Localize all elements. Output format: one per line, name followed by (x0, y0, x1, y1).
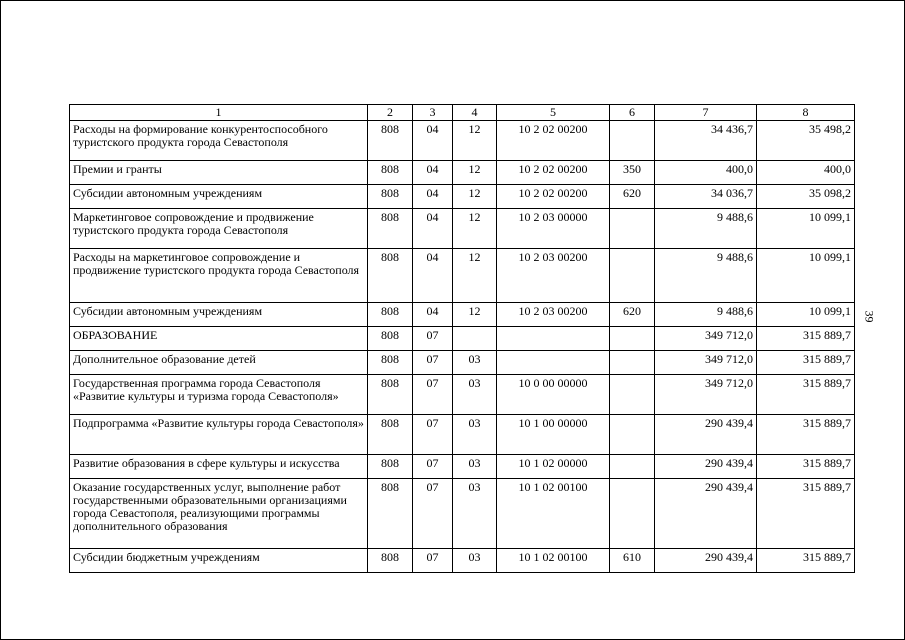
row-name-cell: Дополнительное образование детей (70, 351, 368, 375)
row-type-cell (610, 249, 655, 303)
row-section-cell: 07 (413, 351, 453, 375)
row-amount-2-cell: 10 099,1 (757, 303, 855, 327)
table-row (70, 161, 855, 185)
row-amount-2-cell: 10 099,1 (757, 209, 855, 249)
row-type-cell: 610 (610, 549, 655, 573)
row-target-cell (497, 351, 610, 375)
row-code-cell: 808 (368, 455, 413, 479)
row-section-cell: 04 (413, 121, 453, 161)
row-name-cell: Оказание государственных услуг, выполнение работ государственными образовательными организациями города Севастополя, реализующими программы дополнительного образования (70, 479, 368, 549)
table-row (70, 415, 855, 455)
row-name-cell: ОБРАЗОВАНИЕ (70, 327, 368, 351)
row-section-cell: 04 (413, 161, 453, 185)
row-amount-2-cell: 315 889,7 (757, 455, 855, 479)
row-amount-1-cell: 349 712,0 (655, 375, 757, 415)
row-amount-1-cell: 290 439,4 (655, 415, 757, 455)
row-amount-2-cell: 35 498,2 (757, 121, 855, 161)
row-subsection-cell: 03 (453, 549, 497, 573)
row-amount-2-cell: 315 889,7 (757, 375, 855, 415)
budget-table (69, 104, 855, 573)
table-row (70, 327, 855, 351)
row-subsection-cell: 03 (453, 351, 497, 375)
row-code-cell: 808 (368, 303, 413, 327)
row-code-cell: 808 (368, 209, 413, 249)
table-header-row (70, 105, 855, 121)
row-target-cell: 10 2 03 00200 (497, 249, 610, 303)
table-body (70, 121, 855, 573)
row-code-cell: 808 (368, 185, 413, 209)
row-subsection-cell: 12 (453, 161, 497, 185)
row-amount-1-cell: 290 439,4 (655, 549, 757, 573)
header-cell: 7 (655, 105, 757, 121)
table-row (70, 303, 855, 327)
row-amount-2-cell: 315 889,7 (757, 415, 855, 455)
row-amount-1-cell: 290 439,4 (655, 455, 757, 479)
row-target-cell: 10 2 02 00200 (497, 121, 610, 161)
header-cell: 1 (70, 105, 368, 121)
row-subsection-cell (453, 327, 497, 351)
table-row (70, 455, 855, 479)
page-number: 39 (862, 310, 877, 323)
row-target-cell: 10 1 02 00000 (497, 455, 610, 479)
row-name-cell: Премии и гранты (70, 161, 368, 185)
row-code-cell: 808 (368, 375, 413, 415)
row-subsection-cell: 03 (453, 455, 497, 479)
row-type-cell (610, 375, 655, 415)
row-target-cell: 10 1 00 00000 (497, 415, 610, 455)
row-amount-2-cell: 315 889,7 (757, 549, 855, 573)
row-target-cell: 10 2 02 00200 (497, 185, 610, 209)
row-type-cell (610, 121, 655, 161)
row-subsection-cell: 12 (453, 303, 497, 327)
row-section-cell: 07 (413, 327, 453, 351)
row-type-cell (610, 351, 655, 375)
row-name-cell: Государственная программа города Севастополя «Развитие культуры и туризма города Севастополя» (70, 375, 368, 415)
header-cell: 8 (757, 105, 855, 121)
row-name-cell: Субсидии бюджетным учреждениям (70, 549, 368, 573)
header-cell: 3 (413, 105, 453, 121)
row-amount-2-cell: 10 099,1 (757, 249, 855, 303)
row-section-cell: 04 (413, 249, 453, 303)
table-row (70, 121, 855, 161)
row-name-cell: Субсидии автономным учреждениям (70, 185, 368, 209)
row-type-cell: 620 (610, 185, 655, 209)
row-type-cell (610, 415, 655, 455)
header-cell: 2 (368, 105, 413, 121)
row-target-cell: 10 1 02 00100 (497, 549, 610, 573)
table-row (70, 185, 855, 209)
row-amount-1-cell: 9 488,6 (655, 209, 757, 249)
row-amount-1-cell: 9 488,6 (655, 303, 757, 327)
row-target-cell: 10 2 03 00000 (497, 209, 610, 249)
row-subsection-cell: 12 (453, 209, 497, 249)
row-amount-1-cell: 34 036,7 (655, 185, 757, 209)
row-code-cell: 808 (368, 121, 413, 161)
row-section-cell: 04 (413, 185, 453, 209)
row-name-cell: Маркетинговое сопровождение и продвижение туристского продукта города Севастополя (70, 209, 368, 249)
row-name-cell: Развитие образования в сфере культуры и искусства (70, 455, 368, 479)
row-section-cell: 07 (413, 415, 453, 455)
row-code-cell: 808 (368, 351, 413, 375)
row-amount-1-cell: 349 712,0 (655, 327, 757, 351)
row-type-cell (610, 455, 655, 479)
row-subsection-cell: 03 (453, 479, 497, 549)
row-section-cell: 04 (413, 209, 453, 249)
row-amount-1-cell: 9 488,6 (655, 249, 757, 303)
row-amount-2-cell: 315 889,7 (757, 479, 855, 549)
row-section-cell: 07 (413, 479, 453, 549)
table-row (70, 209, 855, 249)
row-section-cell: 07 (413, 375, 453, 415)
row-target-cell: 10 2 02 00200 (497, 161, 610, 185)
table-row (70, 249, 855, 303)
row-code-cell: 808 (368, 161, 413, 185)
row-target-cell: 10 0 00 00000 (497, 375, 610, 415)
row-amount-1-cell: 290 439,4 (655, 479, 757, 549)
header-cell: 4 (453, 105, 497, 121)
table-row (70, 375, 855, 415)
row-code-cell: 808 (368, 479, 413, 549)
row-type-cell: 350 (610, 161, 655, 185)
header-cell: 6 (610, 105, 655, 121)
row-section-cell: 07 (413, 549, 453, 573)
row-amount-2-cell: 400,0 (757, 161, 855, 185)
row-type-cell (610, 209, 655, 249)
row-amount-2-cell: 35 098,2 (757, 185, 855, 209)
row-target-cell: 10 2 03 00200 (497, 303, 610, 327)
row-type-cell (610, 327, 655, 351)
row-amount-1-cell: 34 436,7 (655, 121, 757, 161)
row-code-cell: 808 (368, 327, 413, 351)
row-code-cell: 808 (368, 549, 413, 573)
table-row (70, 549, 855, 573)
table-row (70, 479, 855, 549)
table-row (70, 351, 855, 375)
row-name-cell: Субсидии автономным учреждениям (70, 303, 368, 327)
row-name-cell: Расходы на маркетинговое сопровождение и продвижение туристского продукта города Севастополя (70, 249, 368, 303)
row-subsection-cell: 12 (453, 249, 497, 303)
row-target-cell: 10 1 02 00100 (497, 479, 610, 549)
row-amount-1-cell: 400,0 (655, 161, 757, 185)
header-cell: 5 (497, 105, 610, 121)
row-amount-2-cell: 315 889,7 (757, 351, 855, 375)
row-target-cell (497, 327, 610, 351)
row-code-cell: 808 (368, 249, 413, 303)
row-subsection-cell: 03 (453, 375, 497, 415)
row-type-cell: 620 (610, 303, 655, 327)
row-name-cell: Подпрограмма «Развитие культуры города Севастополя» (70, 415, 368, 455)
row-subsection-cell: 12 (453, 185, 497, 209)
row-subsection-cell: 12 (453, 121, 497, 161)
row-name-cell: Расходы на формирование конкурентоспособного туристского продукта города Севастополя (70, 121, 368, 161)
row-amount-2-cell: 315 889,7 (757, 327, 855, 351)
row-amount-1-cell: 349 712,0 (655, 351, 757, 375)
row-subsection-cell: 03 (453, 415, 497, 455)
row-code-cell: 808 (368, 415, 413, 455)
row-section-cell: 07 (413, 455, 453, 479)
row-type-cell (610, 479, 655, 549)
row-section-cell: 04 (413, 303, 453, 327)
